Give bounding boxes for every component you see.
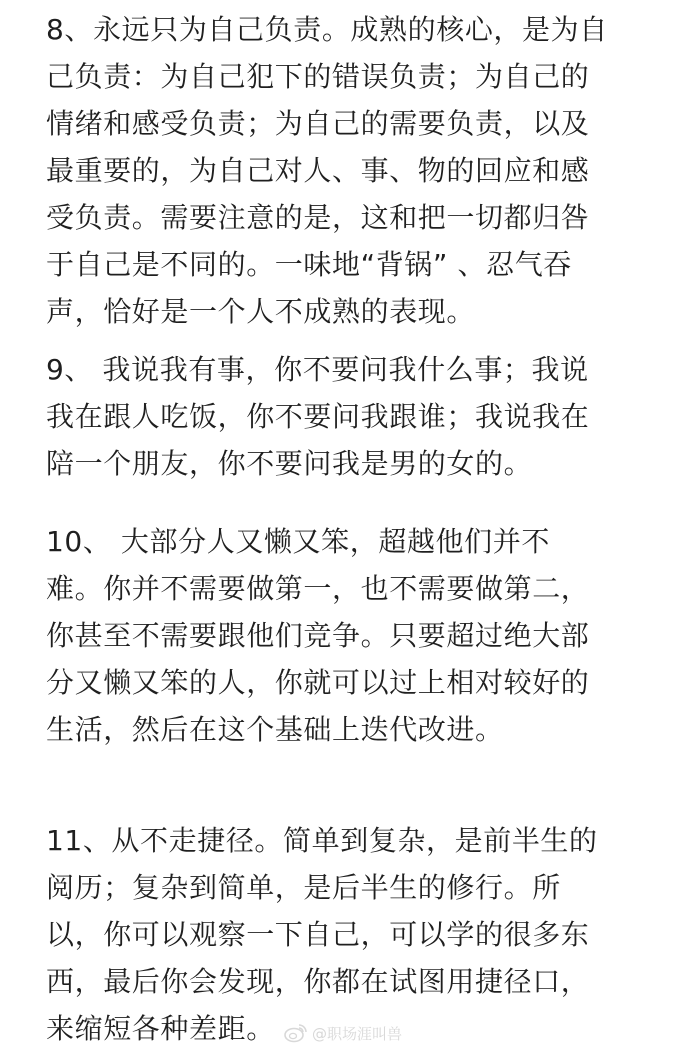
text-line: 我在跟人吃饭，你不要问我跟谁；我说我在 [46,400,590,433]
paragraph-9 [46,346,656,487]
text-line: 西，最后你会发现，你都在试图用捷径口， [46,965,590,998]
text-line: 情绪和感受负责；为自己的需要负责，以及 [46,107,590,140]
text-line: 己负责：为自己犯下的错误负责；为自己的 [46,60,590,93]
text-line: 于自己是不同的。一味地“背锅” 、忍气吞 [46,248,572,281]
text-line: 8、永远只为自己负责。成熟的核心，是为自 [46,13,608,46]
text-line: 9、 我说我有事，你不要问我什么事；我说 [46,353,589,386]
paragraph-10 [46,518,656,753]
text-line: 阅历；复杂到简单，是后半生的修行。所 [46,871,561,904]
text-line: 生活，然后在这个基础上迭代改进。 [46,713,504,746]
weibo-icon [284,1023,308,1043]
text-line: 最重要的，为自己对人、事、物的回应和感 [46,154,590,187]
text-line: 受负责。需要注意的是，这和把一切都归咎 [46,201,590,234]
text-line: 陪一个朋友，你不要问我是男的女的。 [46,447,533,480]
paragraph-11 [46,817,656,1052]
text-line: 分又懒又笨的人，你就可以过上相对较好的 [46,666,590,699]
text-line: 声，恰好是一个人不成熟的表现。 [46,295,476,328]
text-line: 难。你并不需要做第一，也不需要做第二， [46,572,590,605]
paragraph-8 [46,6,656,335]
watermark [284,1021,402,1045]
text-line: 你甚至不需要跟他们竞争。只要超过绝大部 [46,619,590,652]
text-line: 11、从不走捷径。简单到复杂，是前半生的 [46,824,598,857]
text-line: 来缩短各种差距。 [46,1012,275,1045]
watermark-text: @职场涯叫兽 [312,1024,403,1043]
text-line: 以，你可以观察一下自己，可以学的很多东 [46,918,590,951]
text-line: 10、 大部分人又懒又笨，超越他们并不 [46,525,550,558]
